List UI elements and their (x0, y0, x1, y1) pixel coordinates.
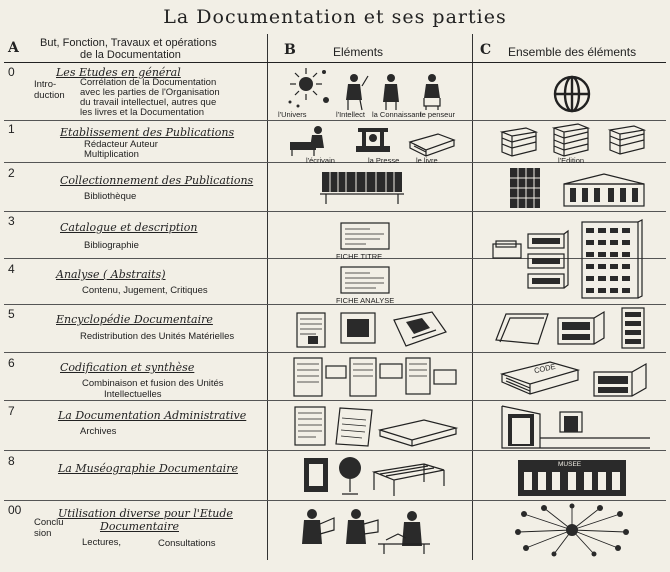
element-caption: le penseur (420, 110, 456, 119)
row-title: Analyse ( Abstraits) (56, 268, 166, 281)
element-caption: la Presse (368, 156, 400, 165)
row-number: 0 (8, 65, 15, 79)
row-description: Intellectuelles (104, 389, 162, 400)
title-card-illustration (340, 222, 390, 250)
row-description: Bibliothèque (84, 191, 137, 202)
folder-illustration (494, 310, 550, 348)
row-description: Multiplication (84, 149, 139, 160)
column-a-label-line1: But, Fonction, Travaux et opérations (40, 37, 217, 49)
column-divider-1 (267, 34, 268, 560)
row-description: Corrélation de la Documentation (80, 77, 217, 88)
column-a-label-line2: de la Documentation (80, 49, 181, 61)
writer-illustration (288, 124, 334, 156)
card-catalog-cabinet-illustration (580, 220, 644, 300)
row-divider (4, 450, 666, 451)
row-description: du travail intellectuel, autres que (80, 97, 217, 108)
row-number: 2 (8, 166, 15, 180)
bookshelf-illustration (320, 170, 404, 206)
row-number: 4 (8, 262, 15, 276)
analysis-card-illustration (340, 266, 390, 294)
row-title: La Documentation Administrative (58, 409, 247, 422)
thinker-figure (418, 72, 446, 112)
row-description: Consultations (158, 538, 216, 549)
element-caption: l'écrivain (306, 156, 335, 165)
row-title: Encyclopédie Documentaire (56, 313, 213, 326)
row-divider (4, 120, 666, 121)
card-tray-illustration (492, 240, 522, 260)
row-number: 1 (8, 122, 15, 136)
row-divider (4, 500, 666, 501)
row-description: avec les parties de l'Organisation (80, 87, 220, 98)
header-divider (4, 62, 666, 63)
book-stack-illustration (500, 126, 540, 158)
report-sheet-illustration (334, 406, 376, 448)
column-c-letter: C (480, 42, 492, 58)
row-divider (4, 400, 666, 401)
document-sheet-illustration (296, 312, 326, 348)
row-side-label: sion (34, 528, 52, 539)
row-side-label: Conclu (34, 517, 64, 528)
element-caption: la Connaissant (372, 110, 422, 119)
row-number: 5 (8, 307, 15, 321)
row-title-continued: Documentaire (100, 520, 179, 533)
intellect-figure (340, 72, 370, 112)
edition-caption: l'Edition (558, 156, 585, 165)
card-drawers-illustration (526, 230, 570, 292)
row-title: Les Etudes en général (56, 66, 181, 79)
column-b-label: Eléments (333, 45, 384, 59)
row-title: Codification et synthèse (60, 361, 195, 374)
knower-figure (376, 72, 406, 112)
bookcase-illustration (508, 166, 542, 210)
tall-cabinet-illustration (620, 306, 648, 350)
press-illustration (350, 124, 396, 156)
row-side-label: duction (34, 90, 65, 101)
book-stack-illustration (608, 124, 648, 156)
row-description: les livres et la Documentation (80, 107, 205, 118)
readers-illustration (294, 504, 436, 556)
row-side-label: Intro- (34, 79, 57, 90)
row-description: Redistribution des Unités Matérielles (80, 331, 235, 342)
row-divider (4, 304, 666, 305)
row-description: Contenu, Jugement, Critiques (82, 285, 208, 296)
museum-caption: MUSEE (558, 461, 582, 468)
code-caption: CODE (533, 361, 557, 376)
row-description: Rédacteur Auteur (84, 139, 158, 150)
row-title: La Muséographie Documentaire (58, 462, 238, 475)
row-title: Catalogue et description (60, 221, 198, 234)
museum-globe-illustration (336, 454, 364, 498)
universe-illustration (284, 64, 334, 112)
row-title: Utilisation diverse pour l'Etude (58, 507, 233, 520)
row-divider (4, 352, 666, 353)
page-title: La Documentation et ses parties (163, 6, 507, 28)
row-description: Bibliographie (84, 240, 139, 251)
column-a-letter: A (8, 40, 19, 56)
element-caption: l'Intellect (336, 110, 365, 119)
row-number: 3 (8, 214, 15, 228)
row-description: Lectures, (82, 537, 122, 548)
map-illustration (392, 310, 448, 350)
display-case-illustration (372, 462, 446, 496)
row-number: 6 (8, 356, 15, 370)
register-book-illustration (378, 418, 458, 448)
row-title: Collectionnement des Publications (60, 174, 254, 187)
row-description: Archives (80, 426, 117, 437)
row-title: Etablissement des Publications (60, 126, 235, 139)
row-number: 8 (8, 454, 15, 468)
administrative-sheet-illustration (294, 406, 328, 448)
row-description: Combinaison et fusion des Unités (82, 378, 224, 389)
column-divider-2 (472, 34, 473, 560)
book-illustration (408, 130, 456, 156)
card-box-illustration (592, 362, 648, 398)
element-caption: le livre (416, 156, 438, 165)
synthesis-sheets-illustration (292, 356, 462, 398)
library-building-illustration (562, 170, 646, 208)
element-caption: l'Univers (278, 110, 307, 119)
column-b-letter: B (284, 42, 296, 58)
book-stack-illustration (552, 122, 592, 158)
network-illustration (514, 504, 630, 556)
framed-picture-illustration (302, 456, 330, 494)
globe-illustration (552, 74, 592, 114)
picture-illustration (340, 312, 376, 344)
row-divider (4, 211, 666, 212)
cabinet-drawer-illustration (556, 310, 606, 346)
archive-room-illustration (500, 404, 652, 450)
element-caption: FICHE ANALYSE (336, 296, 395, 305)
column-c-label: Ensemble des éléments (508, 45, 637, 59)
row-number: 7 (8, 404, 15, 418)
element-caption: FICHE TITRE (336, 252, 383, 261)
row-number: 00 (8, 503, 22, 517)
